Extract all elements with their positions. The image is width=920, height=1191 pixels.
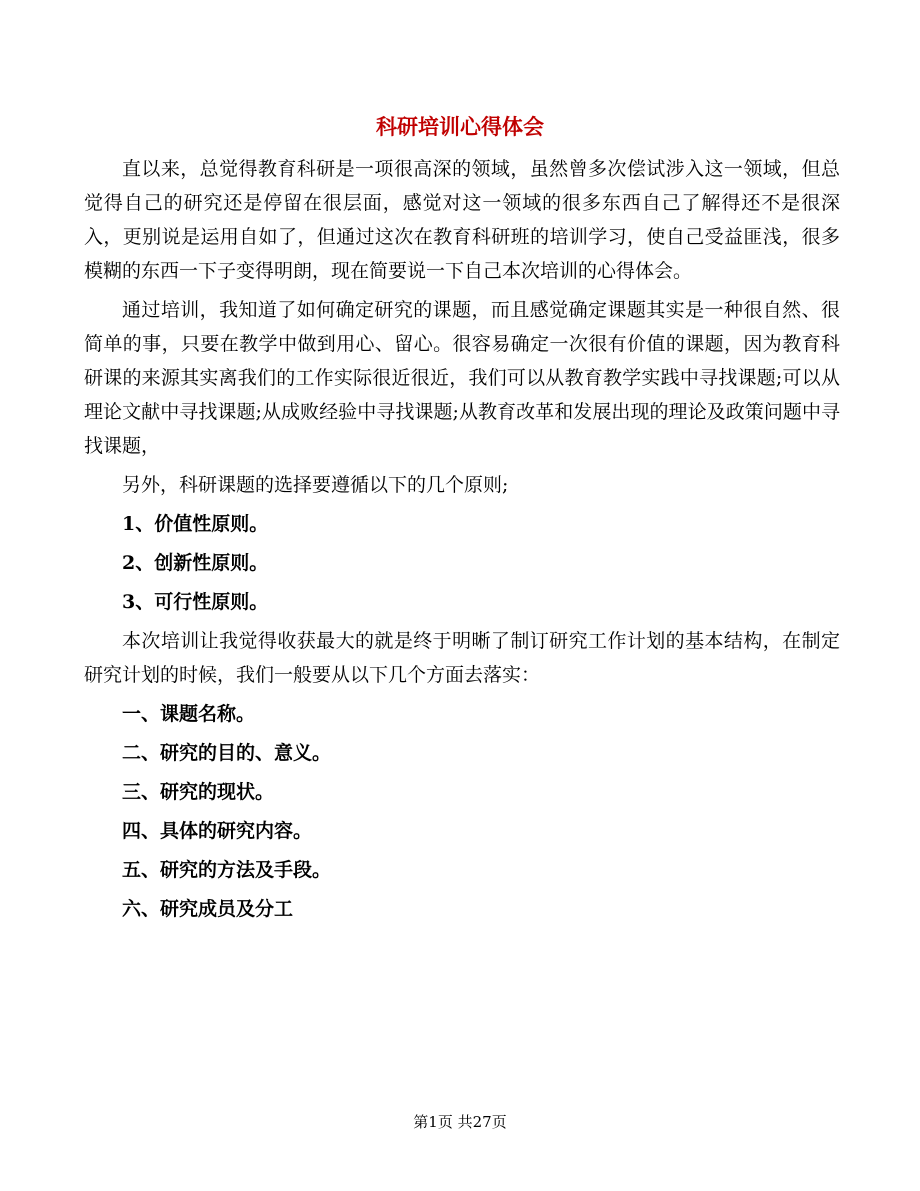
plan-item: 五、研究的方法及手段。 [122, 859, 332, 881]
page-title: 科研培训心得体会 [376, 114, 544, 139]
plan-item: 二、研究的目的、意义。 [122, 742, 332, 764]
paragraph-topic-selection: 通过培训，我知道了如何确定研究的课题，而且感觉确定课题其实是一种很自然、很简单的事，只要在教学中做到用心、留心。很容易确定一次很有价值的课题，因为教育科研课的来源其实离我们的工作实际很近很近，我们可以从教育教学实践中寻找课题;可以从理论文献中寻找课题;从成败经验中寻找课题;从教育改革和发展出现的理论及政策问题中寻找课题， [84, 299, 840, 457]
paragraph-plan-intro: 本次培训让我觉得收获最大的就是终于明晰了制订研究工作计划的基本结构，在制定研究计划的时候，我们一般要从以下几个方面去落实： [84, 630, 840, 686]
page-footer: 第1页 共27页 [413, 1113, 507, 1131]
principle-item: 1、价值性原则。 [122, 513, 269, 535]
plan-item: 六、研究成员及分工 [122, 898, 294, 920]
paragraph-intro: 直以来，总觉得教育科研是一项很高深的领域，虽然曾多次偿试涉入这一领域，但总觉得自己的研究还是停留在很层面，感觉对这一领域的很多东西自己了解得还不是很深入，更别说是运用自如了，但通过这次在教育科研班的培训学习，使自己受益匪浅，很多模糊的东西一下子变得明朗，现在简要说一下自己本次培训的心得体会。 [84, 158, 840, 282]
plan-item: 三、研究的现状。 [122, 781, 275, 803]
principle-item: 2、创新性原则。 [122, 552, 269, 574]
document-body [84, 152, 840, 931]
paragraph-principles-intro: 另外，科研课题的选择要遵循以下的几个原则; [122, 474, 509, 496]
plan-item: 一、课题名称。 [122, 703, 256, 725]
plan-item: 四、具体的研究内容。 [122, 820, 313, 842]
principle-item: 3、可行性原则。 [122, 591, 269, 613]
